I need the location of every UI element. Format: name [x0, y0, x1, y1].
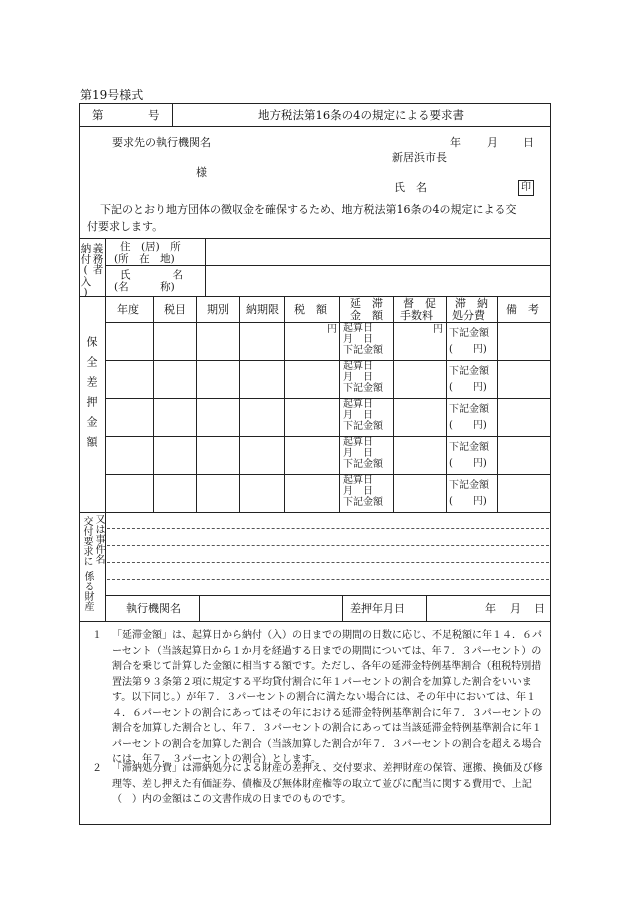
col-tax-item: 税目 — [164, 303, 186, 316]
date-month: 月 — [487, 136, 498, 149]
table-row-3-late-fee: 起算日 月 日 下記金額 — [343, 399, 383, 432]
issuer-name-label: 氏 名 — [394, 181, 427, 194]
rule-col-8 — [497, 296, 498, 512]
rule-col-4 — [284, 296, 285, 512]
rule-table-row-1 — [105, 360, 551, 361]
rule-property-side — [105, 512, 106, 621]
yen-unit-reminder: 円 — [433, 324, 443, 335]
rule-property-bottom — [79, 621, 551, 622]
col-late-fee: 延 滞 — [350, 297, 383, 310]
dashed-line-1 — [107, 528, 549, 529]
table-row-1-late-fee: 起算日 月 日 下記金額 — [343, 323, 383, 356]
dashed-line-4 — [107, 579, 549, 580]
date-day: 日 — [523, 136, 534, 149]
table-row-3-disposal: 下記金額 ( 円) — [449, 404, 489, 431]
rule-property-seizure-end — [426, 595, 427, 621]
rule-col-3 — [239, 296, 240, 512]
rule-table-bottom — [79, 512, 551, 513]
note-2 — [92, 761, 544, 808]
form-number: 第19号様式 — [80, 88, 144, 102]
addressee-label: 要求先の執行機関名 — [112, 136, 211, 149]
obligor-name-label: 氏 名 — [120, 269, 183, 281]
rule-property-seizure-start — [342, 595, 343, 621]
col-due-date: 納期限 — [246, 303, 279, 316]
doc-number-prefix: 第 — [92, 108, 104, 122]
doc-number-suffix: 号 — [148, 108, 160, 122]
col-reminder-fee: 督 促 — [403, 297, 436, 310]
seal-mark: 印 — [518, 180, 534, 196]
rule-table-row-4 — [105, 474, 551, 475]
rule-table-row-2 — [105, 398, 551, 399]
rule-col-7 — [446, 296, 447, 512]
note-1 — [92, 628, 544, 768]
table-row-5-late-fee: 起算日 月 日 下記金額 — [343, 475, 383, 508]
seizure-date-label: 差押年月日 — [350, 602, 405, 615]
property-side-label-1: 交付要求に — [81, 516, 92, 566]
obligor-side-label-1: 納付(入) — [79, 243, 92, 299]
rule-col-5 — [339, 296, 340, 512]
table-row-2-late-fee: 起算日 月 日 下記金額 — [343, 361, 383, 394]
dashed-line-3 — [107, 562, 549, 563]
rule-header-bottom — [79, 126, 551, 127]
col-tax-amount: 税 額 — [294, 303, 327, 316]
table-row-2-disposal: 下記金額 ( 円) — [449, 366, 489, 393]
dashed-line-2 — [107, 545, 549, 546]
col-fiscal-year: 年度 — [117, 303, 139, 316]
request-body-line-2: 付要求します。 — [87, 220, 164, 233]
rule-table-side — [105, 296, 106, 512]
col-disposal-cost-sub: 処分費 — [452, 309, 485, 322]
rule-col-2 — [196, 296, 197, 512]
table-row-4-late-fee: 起算日 月 日 下記金額 — [343, 437, 383, 470]
col-period: 期別 — [207, 303, 229, 316]
rule-col-1 — [153, 296, 154, 512]
rule-col-6 — [393, 296, 394, 512]
col-late-fee-sub: 金 額 — [350, 309, 383, 322]
request-body-line-1: 下記のとおり地方団体の徴収金を確保するため、地方税法第16条の4の規定による交 — [100, 203, 517, 216]
rule-table-row-3 — [105, 436, 551, 437]
obligor-address-label: 住 (居) 所 — [120, 241, 181, 253]
note-1-text: 「延滞金額」は、起算日から納付（入）の日までの期間の日数に応じ、不足税額に年１４．６パーセント（当該起算日から１か月を経過する日までの期間については、年７．３パーセント）の割合を乗じて計算した金額に相当する額です。ただし、各年の延滞金特例基準割合（租税特別措置法第９３条第２項に規定する平均貸付割合に年１パーセントの割合を加算した割合をいいます。以下同じ。）が年７．３パーセントの割合に満たない場合には、その年中においては、年１４．６パーセントの割合にあってはその年における延滞金特例基準割合に年７．３パーセントの割合を加算した割合とし、年７．３パーセントの割合にあっては当該延滞金特例基準割合に年１パーセントの割合を加算した割合（当該加算した割合が年７．３パーセントの割合を超える場合には、年７．３パーセントの割合）とします。 — [112, 630, 542, 765]
col-disposal-cost: 滞 納 — [455, 297, 488, 310]
rule-property-agency — [199, 595, 200, 621]
note-1-number: １ — [92, 630, 102, 641]
table-row-4-disposal: 下記金額 ( 円) — [449, 442, 489, 469]
issuer-title: 新居浜市長 — [392, 151, 447, 164]
table-row-5-disposal: 下記金額 ( 円) — [449, 480, 489, 507]
property-side-label-2: 又は事件名 — [93, 514, 104, 564]
yen-unit-tax: 円 — [327, 324, 337, 335]
rule-property-mid — [105, 595, 551, 596]
col-reminder-fee-sub: 手数料 — [400, 309, 433, 322]
note-2-number: ２ — [92, 763, 102, 774]
obligor-address-sub: (所 在 地) — [114, 253, 175, 265]
table-row-1-disposal: 下記金額 ( 円) — [449, 328, 489, 355]
document-title: 地方税法第16条の4の規定による要求書 — [258, 108, 464, 122]
seizure-day: 日 — [534, 602, 545, 615]
col-remarks: 備 考 — [506, 303, 539, 316]
rule-obligor-side — [105, 238, 106, 296]
date-year: 年 — [450, 136, 461, 149]
note-2-text: 「滞納処分費」は滞納処分による財産の差押え、交付要求、差押財産の保管、運搬、換価及び修理等、差し押えた有価証券、債権及び無体財産権等の取立て並びに配当に関する費用で、上記（ ）内の金額はこの文書作成の日までのものです。 — [112, 763, 543, 805]
property-side-label-3: 係る財産 — [82, 571, 93, 611]
table-side-label: 保全差押金額 — [85, 336, 98, 456]
rule-addressee-bottom — [79, 238, 551, 239]
obligor-side-label-2: 義務者 — [91, 243, 104, 275]
addressee-honorific: 様 — [196, 166, 207, 179]
seizure-year: 年 — [485, 602, 496, 615]
rule-obligor-label — [205, 238, 206, 296]
executing-agency-label: 執行機関名 — [126, 602, 181, 615]
obligor-name-sub: (名 称) — [114, 281, 175, 293]
seizure-month: 月 — [510, 602, 521, 615]
rule-header-divider — [172, 103, 173, 126]
